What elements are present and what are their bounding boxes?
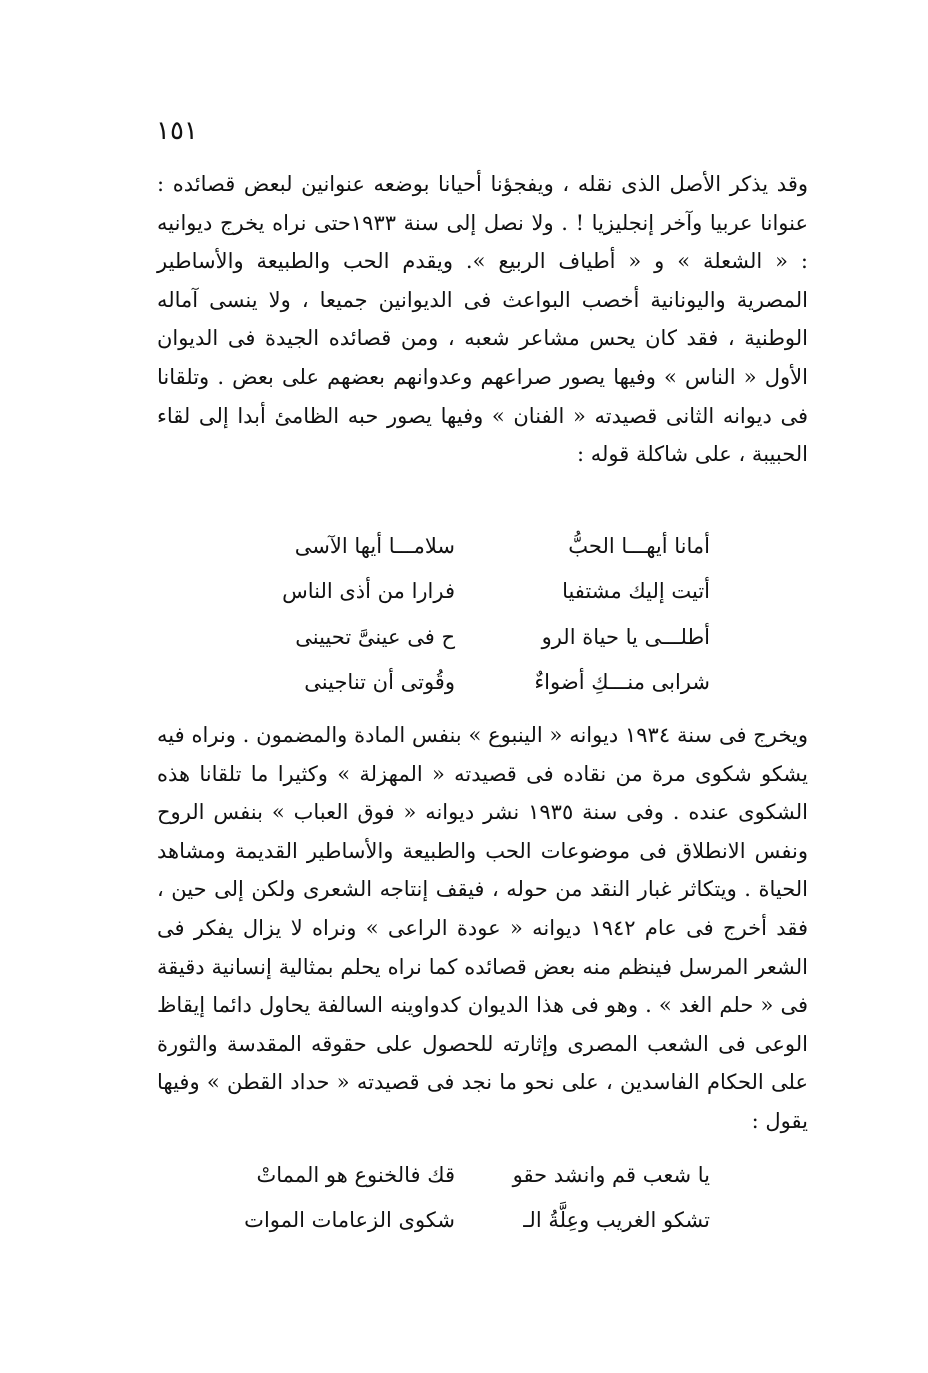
verse-first-hemistich: أتيت إليك مشتفيا	[562, 579, 710, 604]
verse	[240, 523, 710, 569]
verse-first-hemistich: تشكو الغريب وعِلَّةُ الـ	[523, 1207, 710, 1232]
paragraph-2: ويخرج فى سنة ١٩٣٤ ديوانه « الينبوع » بنفس المادة والمضمون . ونراه فيه يشكو شكوى مرة من نقاده فى قصيدته « المهزلة » وكثيرا ما تلقانا هذه الشكوى عنده . وفى سنة ١٩٣٥ نشر ديوانه « فوق العباب » بنفس الروح ونفس الانطلاق فى موضوعات الحب والطبيعة والأساطير القديمة ومشاهد الحياة . ويتكاثر غبار النقد من حوله ، فيقف إنتاجه الشعرى ولكن إلى حين ، فقد أخرج فى عام ١٩٤٢ ديوانه « عودة الراعى » ونراه لا يزال يفكر فى الشعر المرسل فينظم منه بعض قصائده كما نراه يحلم بمثالية إنسانية دقيقة فى « حلم الغد » . وهو فى هذا الديوان كدواوينه السالفة يحاول دائما إيقاظ الوعى فى الشعب المصرى وإثارته للحصول على حقوقه المقدسة والثورة على الحكام الفاسدين ، على نحو ما نجد فى قصيدته « حداد القطن » وفيها يقول :	[157, 723, 809, 1133]
verse	[240, 569, 710, 615]
verse-second-hemistich: ح فى عينىَّ تحيينى	[295, 624, 455, 649]
verse-second-hemistich: قك فالخنوع هو المماتْ	[256, 1162, 455, 1187]
poem-2	[240, 1152, 710, 1242]
verse	[240, 1197, 710, 1242]
verse-first-hemistich: يا شعب قم وانشد حقو	[512, 1162, 710, 1187]
verse-first-hemistich: شرابى منـــكِ أضواءٌ	[534, 670, 710, 695]
poem-1	[240, 523, 710, 705]
verse-first-hemistich: أطلـــى يا حياة الرو	[541, 624, 710, 649]
paragraph-1: وقد يذكر الأصل الذى نقله ، ويفجؤنا أحيانا بوضعه عنوانين لبعض قصائده : عنوانا عربيا وآخر إنجليزيا ! . ولا نصل إلى سنة ١٩٣٣حتى نراه يخرج ديوانيه : « الشعلة » و « أطياف الربيع ». ويقدم الحب والطبيعة والأساطير المصرية واليونانية أخصب البواعث فى الديوانين جميعا ، ولا ينسى آماله الوطنية ، فقد كان يحس مشاعر شعبه ، ومن قصائده الجيدة فى الديوان الأول « الناس » وفيها يصور صراعهم وعدوانهم بعضهم على بعض . وتلقانا فى ديوانه الثانى قصيدته « الفنان » وفيها يصور حبه الظامئ أبدا إلى لقاء الحبيبة ، على شاكلة قوله :	[157, 172, 809, 467]
page-number: ١٥١	[156, 116, 198, 146]
verse-second-hemistich: فرارا من أذى الناس	[282, 579, 455, 604]
verse-first-hemistich: أمانا أيهـــا الحبُّ	[568, 533, 710, 558]
verse-second-hemistich: شكوى الزعامات الموات	[244, 1207, 455, 1232]
verse	[240, 660, 710, 706]
verse-second-hemistich: سلامـــا أيها الآسى	[294, 533, 455, 558]
verse	[240, 1152, 710, 1197]
verse-second-hemistich: وقُوتى أن تناجينى	[304, 670, 455, 695]
verse	[240, 614, 710, 660]
